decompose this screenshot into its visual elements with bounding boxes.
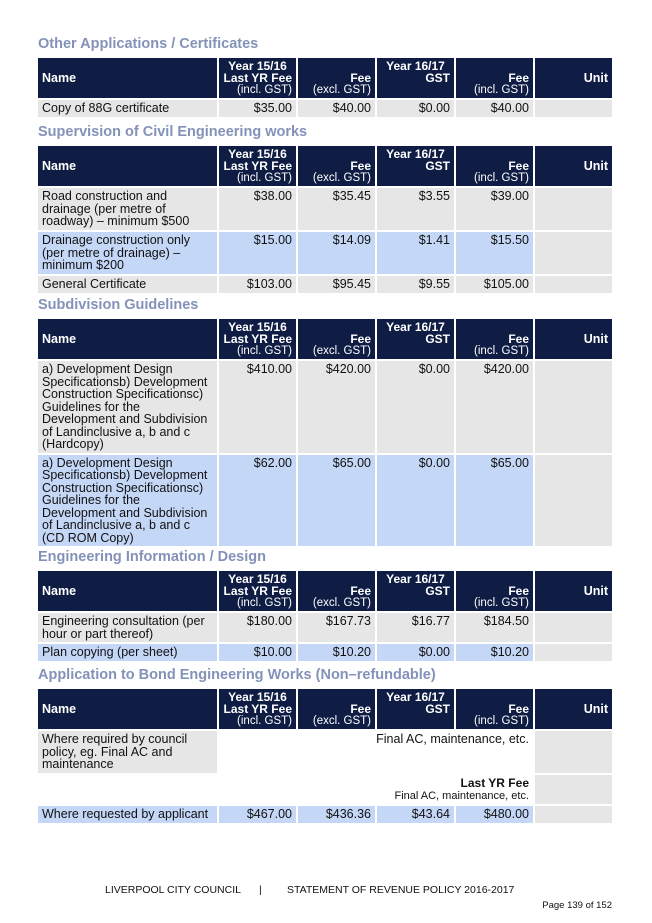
row-gst: $9.55	[377, 276, 454, 293]
row-unit	[535, 731, 612, 773]
row-fee-incl: $420.00	[456, 361, 533, 453]
table-row	[38, 613, 612, 642]
section-title: Subdivision Guidelines	[38, 297, 199, 313]
row-unit	[535, 276, 612, 293]
row-unit	[535, 100, 612, 117]
row-note	[219, 775, 533, 804]
table-row	[38, 455, 612, 547]
row-gst: $3.55	[377, 188, 454, 230]
fee-table	[36, 687, 614, 825]
note-text: Final AC, maintenance, etc.	[394, 789, 529, 802]
row-gst: $0.00	[377, 455, 454, 547]
row-name: Road construction and drainage (per metre of roadway) – minimum $500	[38, 188, 217, 230]
table-row	[38, 100, 612, 117]
row-last-fee: $15.00	[219, 232, 296, 274]
row-fee-incl: $15.50	[456, 232, 533, 274]
row-last-fee: $103.00	[219, 276, 296, 293]
fee-excl-header: Fee (excl. GST)	[298, 146, 375, 186]
footer-separator: |	[259, 884, 262, 896]
row-unit	[535, 775, 612, 804]
unit-header: Unit	[535, 689, 612, 729]
table-row	[38, 188, 612, 230]
table-row	[38, 232, 612, 274]
row-gst: $16.77	[377, 613, 454, 642]
fee-table	[36, 56, 614, 119]
fee-table	[36, 144, 614, 295]
fee-excl-header: Fee (excl. GST)	[298, 689, 375, 729]
fee-incl-header: Fee (incl. GST)	[456, 146, 533, 186]
row-last-fee: $38.00	[219, 188, 296, 230]
page-number: Page 139 of 152	[542, 900, 612, 911]
fee-incl-header: Fee (incl. GST)	[456, 571, 533, 611]
row-fee-incl: $184.50	[456, 613, 533, 642]
row-name: General Certificate	[38, 276, 217, 293]
row-fee-incl: $40.00	[456, 100, 533, 117]
row-fee-excl: $167.73	[298, 613, 375, 642]
unit-header: Unit	[535, 319, 612, 359]
fee-table	[36, 569, 614, 663]
row-fee-excl: $95.45	[298, 276, 375, 293]
gst-header: Year 16/17 GST	[377, 571, 454, 611]
section-title: Supervision of Civil Engineering works	[38, 124, 308, 140]
row-last-fee: $62.00	[219, 455, 296, 547]
row-unit	[535, 361, 612, 453]
row-fee-incl: $105.00	[456, 276, 533, 293]
row-fee-excl: $14.09	[298, 232, 375, 274]
table-row	[38, 361, 612, 453]
section-title: Engineering Information / Design	[38, 549, 266, 565]
table-row	[38, 276, 612, 293]
last-year-header: Year 15/16 Last YR Fee (incl. GST)	[219, 571, 296, 611]
unit-header: Unit	[535, 571, 612, 611]
section-title: Application to Bond Engineering Works (Non–refundable)	[38, 667, 436, 683]
row-gst: $43.64	[377, 806, 454, 823]
row-last-fee: $180.00	[219, 613, 296, 642]
note-title: Last YR Fee	[460, 776, 529, 790]
name-header: Name	[38, 319, 217, 359]
last-year-header: Year 15/16 Last YR Fee (incl. GST)	[219, 689, 296, 729]
row-fee-excl: $436.36	[298, 806, 375, 823]
row-name: Copy of 88G certificate	[38, 100, 217, 117]
row-last-fee: $35.00	[219, 100, 296, 117]
row-name: a) Development Design Specificationsb) Development Construction Specificationsc) Guidelines for the Development and Subdivision of Landinclusive a, b and c (CD ROM Copy)	[38, 455, 217, 547]
row-fee-incl: $480.00	[456, 806, 533, 823]
fee-incl-header: Fee (incl. GST)	[456, 58, 533, 98]
table-row	[38, 775, 612, 804]
row-fee-excl: $65.00	[298, 455, 375, 547]
row-name: Where required by council policy, eg. Final AC and maintenance	[38, 731, 217, 773]
row-fee-excl: $40.00	[298, 100, 375, 117]
footer-org: LIVERPOOL CITY COUNCIL	[105, 884, 241, 896]
table-row	[38, 644, 612, 661]
last-year-header: Year 15/16 Last YR Fee (incl. GST)	[219, 58, 296, 98]
row-fee-incl: $39.00	[456, 188, 533, 230]
name-header: Name	[38, 571, 217, 611]
fee-incl-header: Fee (incl. GST)	[456, 319, 533, 359]
row-last-fee: $467.00	[219, 806, 296, 823]
table-row	[38, 731, 612, 773]
unit-header: Unit	[535, 58, 612, 98]
row-gst: $0.00	[377, 644, 454, 661]
gst-header: Year 16/17 GST	[377, 689, 454, 729]
row-name: Engineering consultation (per hour or part thereof)	[38, 613, 217, 642]
row-unit	[535, 613, 612, 642]
row-unit	[535, 232, 612, 274]
row-unit	[535, 644, 612, 661]
last-year-header: Year 15/16 Last YR Fee (incl. GST)	[219, 319, 296, 359]
row-name: a) Development Design Specificationsb) Development Construction Specificationsc) Guidelines for the Development and Subdivision of Landinclusive a, b and c (Hardcopy)	[38, 361, 217, 453]
name-header: Name	[38, 689, 217, 729]
name-header: Name	[38, 146, 217, 186]
unit-header: Unit	[535, 146, 612, 186]
row-unit	[535, 806, 612, 823]
row-name: Where requested by applicant	[38, 806, 217, 823]
row-fee-incl: $10.20	[456, 644, 533, 661]
fee-excl-header: Fee (excl. GST)	[298, 58, 375, 98]
row-fee-excl: $35.45	[298, 188, 375, 230]
fee-table	[36, 317, 614, 548]
name-header: Name	[38, 58, 217, 98]
row-gst: $1.41	[377, 232, 454, 274]
row-unit	[535, 188, 612, 230]
gst-header: Year 16/17 GST	[377, 146, 454, 186]
last-year-header: Year 15/16 Last YR Fee (incl. GST)	[219, 146, 296, 186]
table-row	[38, 806, 612, 823]
gst-header: Year 16/17 GST	[377, 58, 454, 98]
row-note: Final AC, maintenance, etc.	[219, 731, 533, 773]
row-gst: $0.00	[377, 100, 454, 117]
fee-excl-header: Fee (excl. GST)	[298, 319, 375, 359]
section-title: Other Applications / Certificates	[38, 36, 259, 52]
row-last-fee: $410.00	[219, 361, 296, 453]
fee-excl-header: Fee (excl. GST)	[298, 571, 375, 611]
row-unit	[535, 455, 612, 547]
row-fee-excl: $420.00	[298, 361, 375, 453]
row-fee-excl: $10.20	[298, 644, 375, 661]
row-name: Plan copying (per sheet)	[38, 644, 217, 661]
fee-incl-header: Fee (incl. GST)	[456, 689, 533, 729]
row-fee-incl: $65.00	[456, 455, 533, 547]
row-name: Drainage construction only (per metre of drainage) – minimum $200	[38, 232, 217, 274]
row-gst: $0.00	[377, 361, 454, 453]
footer-doc-title: STATEMENT OF REVENUE POLICY 2016-2017	[287, 884, 515, 896]
row-last-fee: $10.00	[219, 644, 296, 661]
gst-header: Year 16/17 GST	[377, 319, 454, 359]
